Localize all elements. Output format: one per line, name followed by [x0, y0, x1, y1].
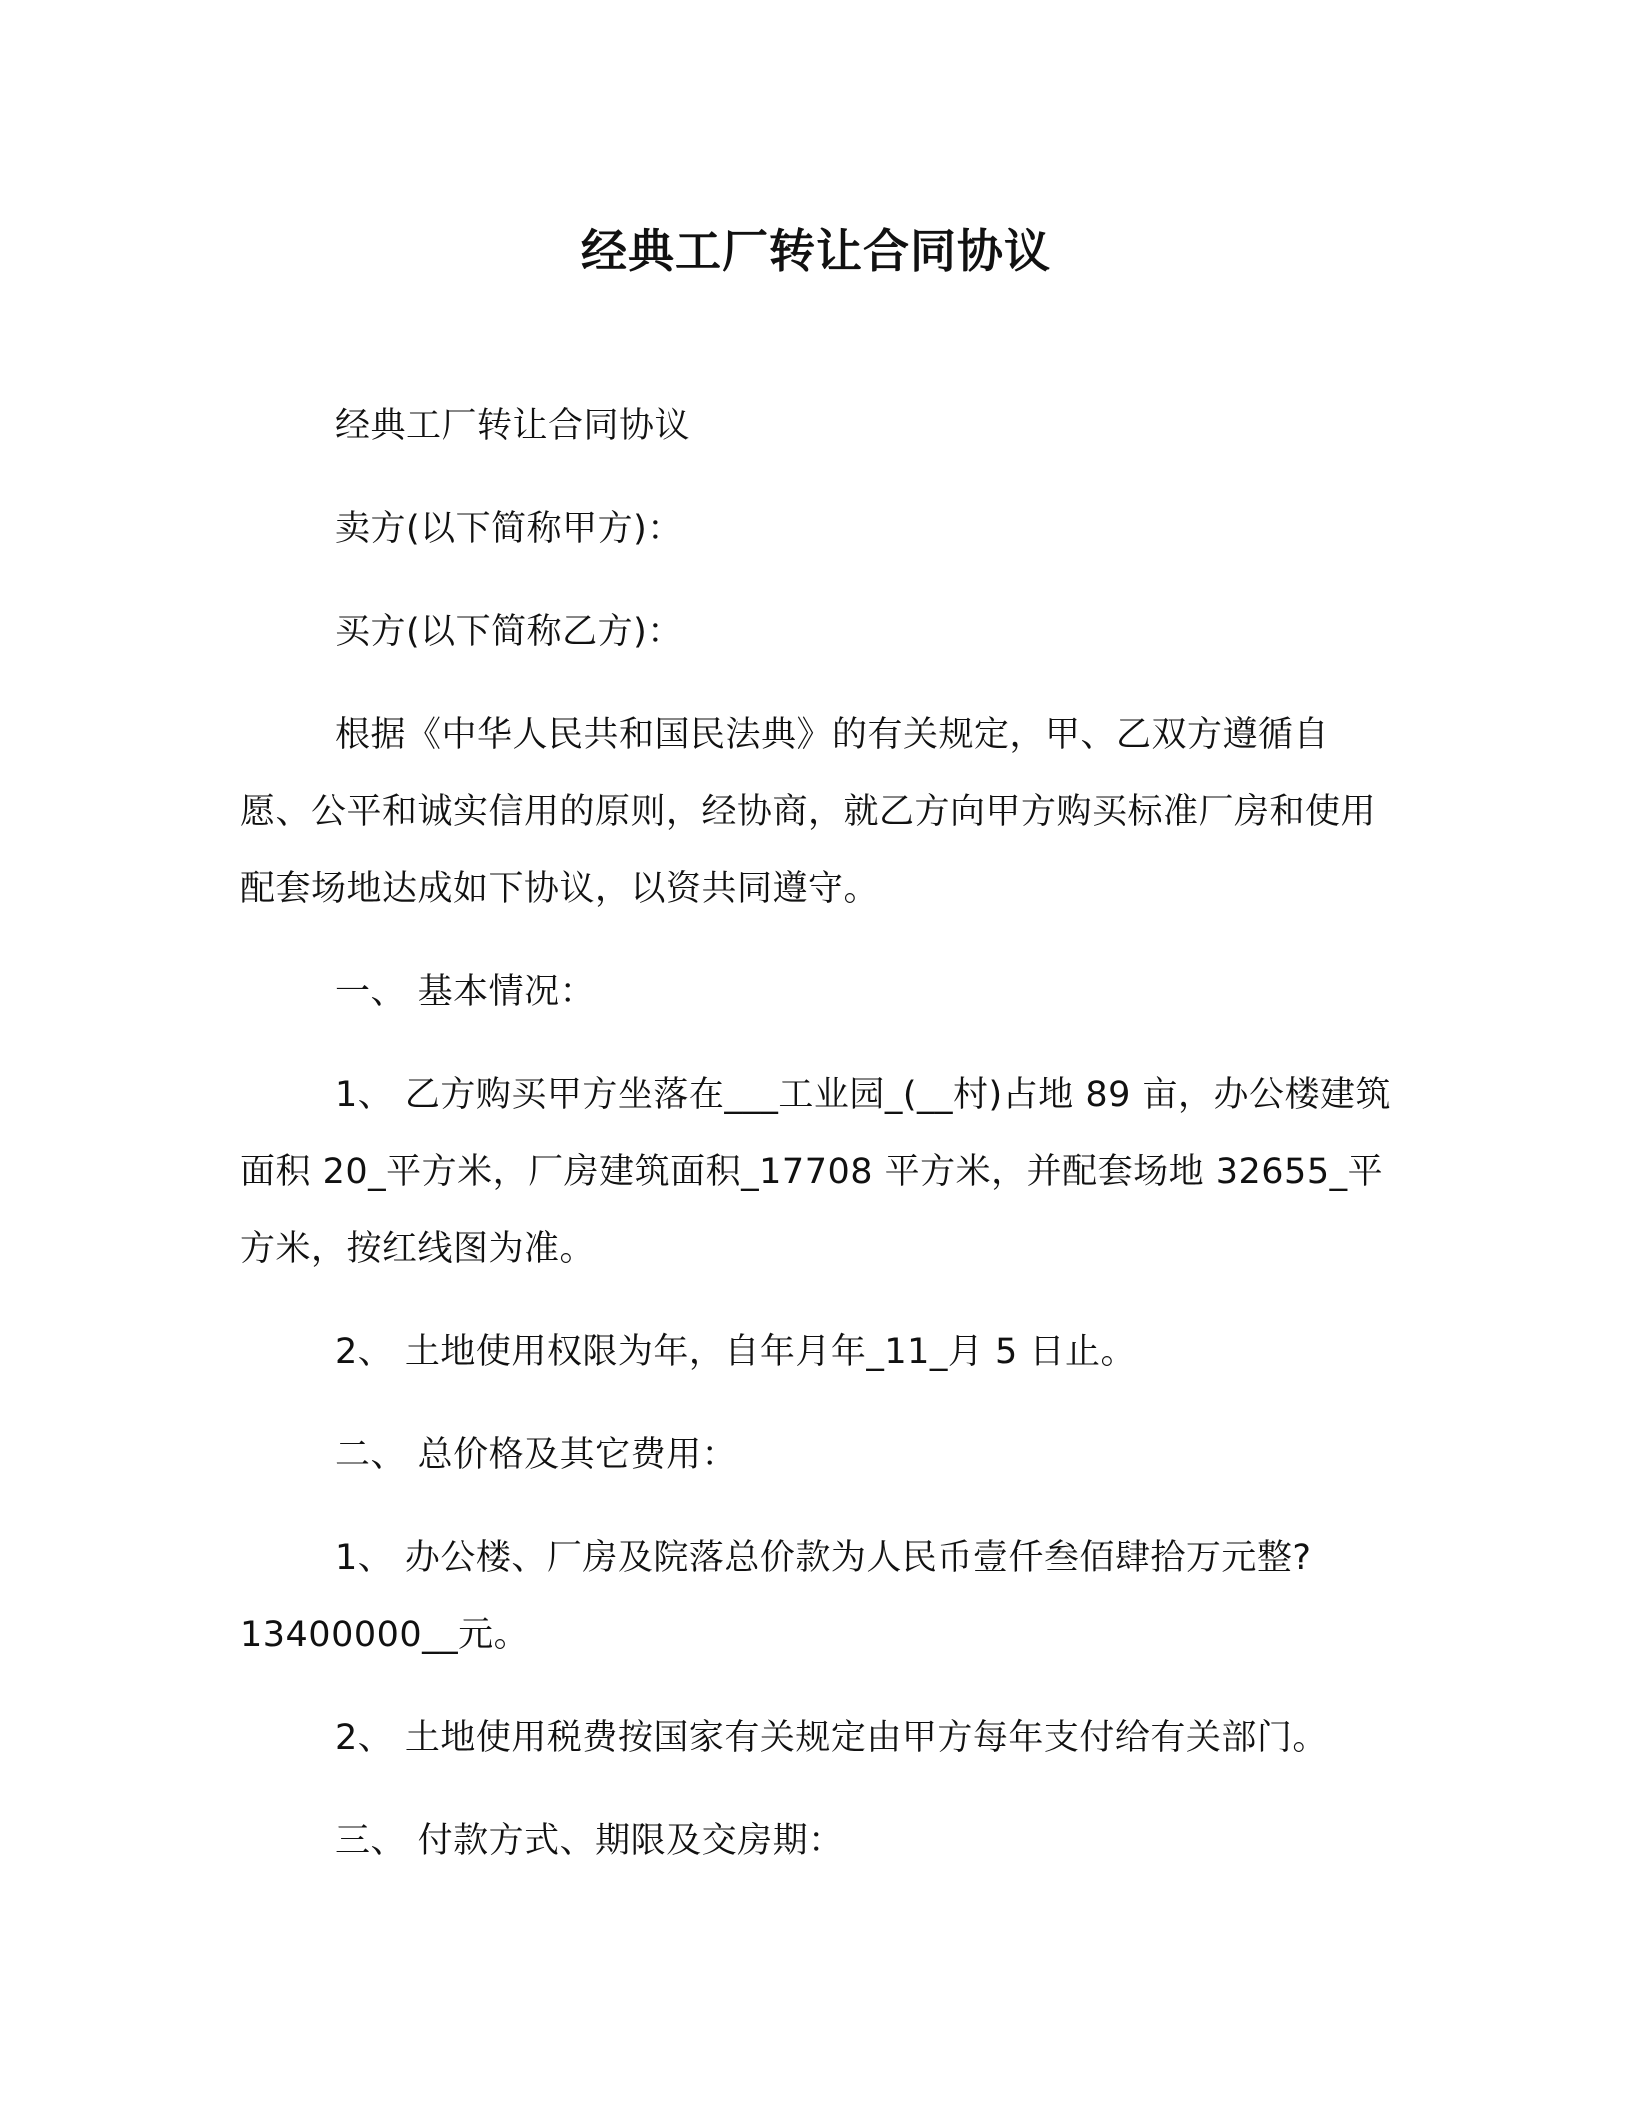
paragraph-clause-2-2: 2、 土地使用税费按国家有关规定由甲方每年支付给有关部门。 — [335, 1718, 1328, 1758]
section-heading-payment: 三、 付款方式、期限及交房期： — [335, 1821, 844, 1861]
paragraph-clause-1-2: 2、 土地使用权限为年，自年月年_11_月 5 日止。 — [335, 1332, 1136, 1372]
paragraph-seller: 卖方(以下简称甲方)： — [335, 509, 683, 549]
document-body — [240, 388, 1392, 1906]
paragraph-clause-1-1: 1、 乙方购买甲方坐落在___工业园_(__村)占地 89 亩，办公楼建筑面积 20_平方米，厂房建筑面积_17708 平方米，并配套场地 32655_平方米，按红线图为准。 — [240, 1075, 1391, 1269]
document-title: 经典工厂转让合同协议 — [581, 224, 1051, 278]
paragraph-clause-2-1: 1、 办公楼、厂房及院落总价款为人民币壹仟叁佰肆拾万元整?13400000__元。 — [240, 1538, 1312, 1655]
paragraph-preamble: 根据《中华人民共和国民法典》的有关规定，甲、乙双方遵循自愿、公平和诚实信用的原则，经协商，就乙方向甲方购买标准厂房和使用配套场地达成如下协议，以资共同遵守。 — [240, 715, 1377, 909]
paragraph-buyer: 买方(以下简称乙方)： — [335, 612, 683, 652]
section-heading-basic-info: 一、 基本情况： — [335, 972, 596, 1012]
paragraph-subtitle: 经典工厂转让合同协议 — [335, 406, 691, 446]
section-heading-price: 二、 总价格及其它费用： — [335, 1435, 738, 1475]
